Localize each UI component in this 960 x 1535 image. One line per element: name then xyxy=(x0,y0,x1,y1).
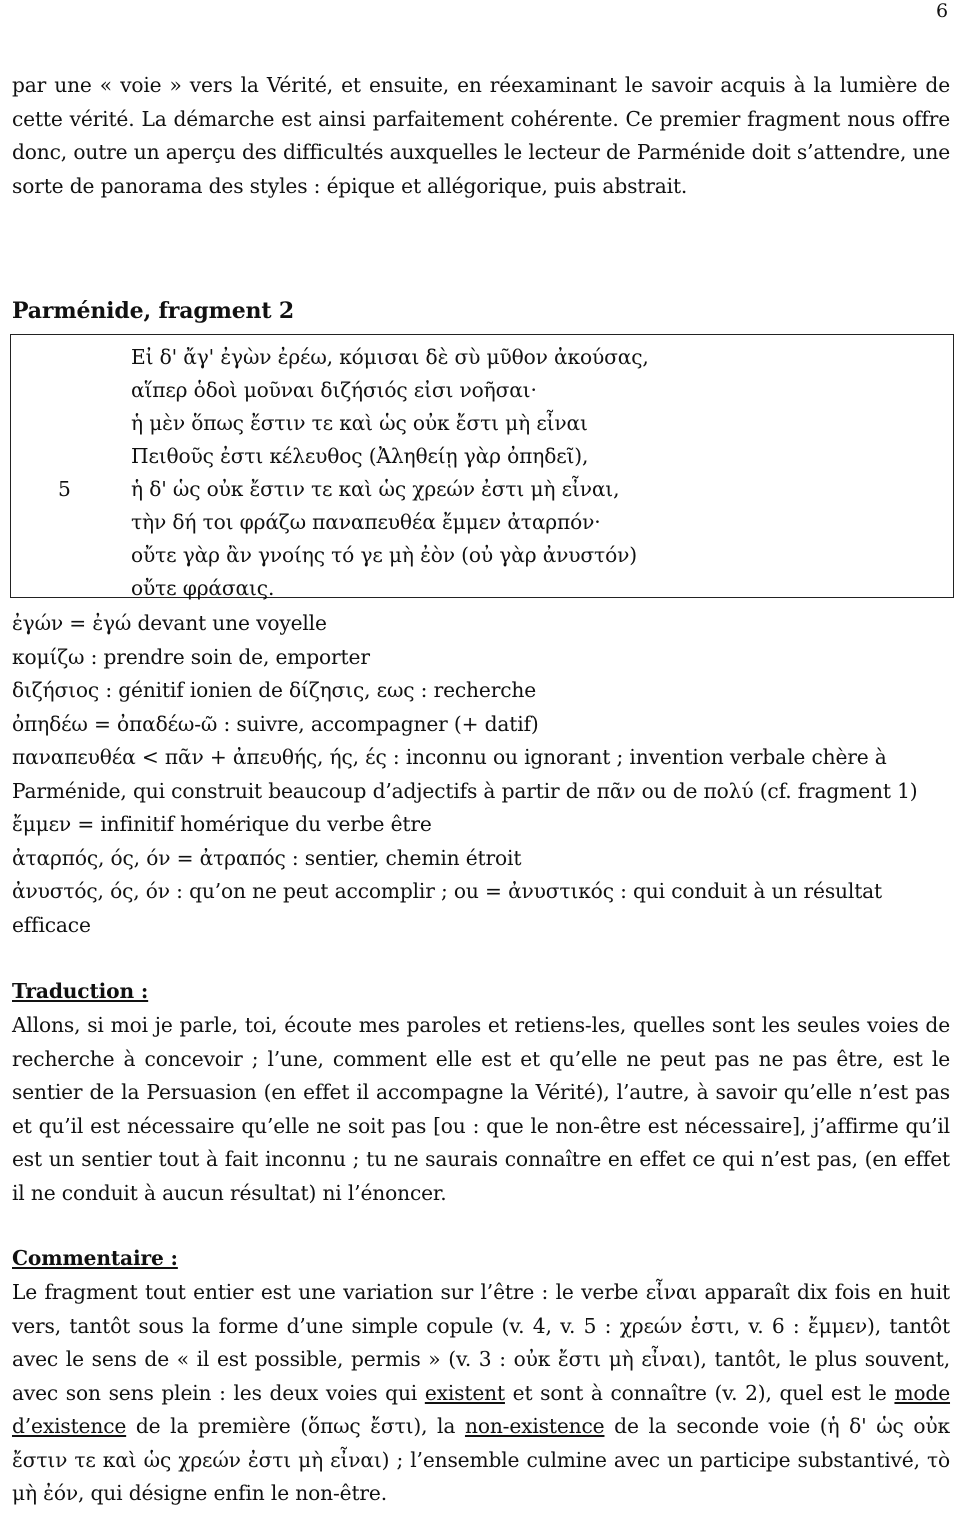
vocabulary-item: παναπευθέα < πᾶν + ἀπευθής, ής, ές : inconnu ou ignorant ; invention verbale chère à Parménide, qui construit beaucoup d’adjectifs à partir de πᾶν ou de πολύ (cf. fragment 1) xyxy=(12,745,918,803)
verse-line: οὔτε γὰρ ἂν γνοίης τό γε μὴ ἐὸν (οὐ γὰρ ἀνυστόν) xyxy=(131,543,637,567)
vocabulary-item: ὀπηδέω = ὀπαδέω-ῶ : suivre, accompagner (+ datif) xyxy=(12,711,539,736)
verse-line: ἡ δ' ὡς οὐκ ἔστιν τε καὶ ὡς χρεών ἐστι μὴ εἶναι, xyxy=(131,477,620,501)
vocabulary-item: διζήσιος : génitif ionien de δίζησις, εως : recherche xyxy=(12,678,537,702)
translation-label: Traduction : xyxy=(12,979,149,1003)
vocabulary-item: κομίζω : prendre soin de, emporter xyxy=(12,644,370,669)
greek-text-box xyxy=(10,334,954,598)
vocabulary-item: ἔμμεν = infinitif homérique du verbe être xyxy=(12,812,432,836)
verse-line: αἵπερ ὁδοὶ μοῦναι διζήσιός εἰσι νοῆσαι· xyxy=(131,378,537,402)
commentary-paragraph xyxy=(12,1276,950,1511)
vocabulary-list xyxy=(12,607,950,942)
intro-paragraph: par une « voie » vers la Vérité, et ensuite, en réexaminant le savoir acquis à la lumière de cette vérité. La démarche est ainsi parfaitement cohérente. Ce premier fragment nous offre donc, outre un aperçu des difficultés auxquelles le lecteur de Parménide doit s’attendre, une sorte de panorama des styles : épique et allégorique, puis abstrait. xyxy=(12,73,950,198)
vocabulary-item: ἐγών = ἐγώ devant une voyelle xyxy=(12,611,327,635)
fragment-heading: Parménide, fragment 2 xyxy=(12,298,295,324)
underlined-term-non-existence: non-existence xyxy=(464,1414,605,1438)
verse-line: οὔτε φράσαις. xyxy=(131,576,275,600)
translation-paragraph: Allons, si moi je parle, toi, écoute mes paroles et retiens-les, quelles sont les seules voies de recherche à concevoir ; l’une, comment elle est et qu’elle ne peut pas ne pas être, est le sentier de la Persuasion (en effet il accompagne la Vérité), l’autre, à savoir qu’elle n’est pas et qu’il est nécessaire qu’elle ne soit pas [ou : que le non-être est nécessaire], j’affirme qu’il est un sentier tout à fait inconnu ; tu ne saurais connaître en effet ce qui n’est pas, (en effet il ne conduit à aucun résultat) ni l’énoncer. xyxy=(12,1013,950,1205)
commentary-label: Commentaire : xyxy=(12,1246,178,1270)
commentary-text: Le fragment tout entier est une variation sur l’être : le verbe εἶναι apparaît dix fois en huit vers, tantôt sous la forme d’une simple copule (v. 4, v. 5 : χρεών ἐστι, v. 6 : ἔμμεν), tantôt avec le sens de « il est possible, permis » (v. 3 : οὐκ ἔστι μὴ εἶναι), tantôt, le plus souvent, avec son sens plein : les deux voies qui xyxy=(12,1280,950,1405)
vocabulary-item: ἀταρπός, ός, όν = ἀτραπός : sentier, chemin étroit xyxy=(12,845,522,870)
commentary-text: de la seconde voie (ἡ δ' ὡς οὐκ ἔστιν τε καὶ ὡς χρεών ἐστι μὴ εἶναι) ; l’ensemble culmine avec un participe substantivé, τὸ μὴ ἐόν, qui désigne enfin le non-être. xyxy=(12,1414,951,1505)
page-number: 6 xyxy=(936,0,948,22)
vocabulary-item: ἀνυστός, ός, όν : qu’on ne peut accomplir ; ou = ἀνυστικός : qui conduit à un résultat efficace xyxy=(12,879,882,937)
verse-line: Εἰ δ' ἄγ' ἐγὼν ἐρέω, κόμισαι δὲ σὺ μῦθον ἀκούσας, xyxy=(131,345,649,369)
verse-line-number: 5 xyxy=(58,477,71,501)
verse-line: τὴν δή τοι φράζω παναπευθέα ἔμμεν ἀταρπόν· xyxy=(131,510,601,534)
commentary-text: et sont à connaître (v. 2), quel est le xyxy=(504,1380,895,1405)
underlined-term-mode-existence: mode d’existence xyxy=(12,1380,951,1438)
commentary-text: de la première (ὅπως ἔστι), la xyxy=(126,1414,465,1438)
verse-line: Πειθοῦς ἐστι κέλευθος (Ἀληθείῃ γὰρ ὀπηδεῖ), xyxy=(131,444,589,468)
verse-line: ἡ μὲν ὅπως ἔστιν τε καὶ ὡς οὐκ ἔστι μὴ εἶναι xyxy=(131,411,588,435)
underlined-term-existent: existent xyxy=(424,1380,505,1405)
